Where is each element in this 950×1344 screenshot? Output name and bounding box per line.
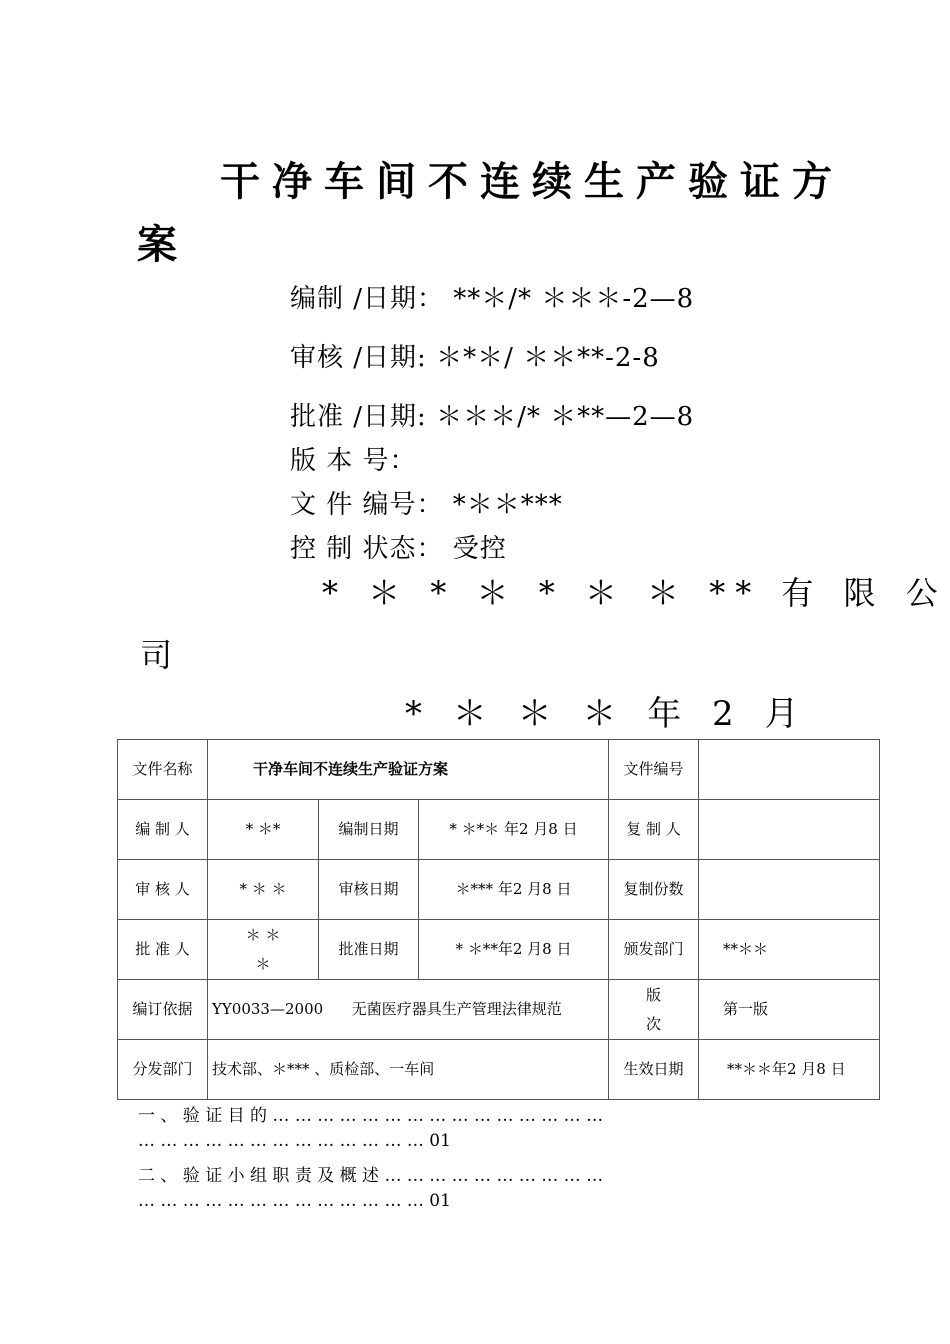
meta-control xyxy=(290,528,507,565)
review-date-label: 审核日期 xyxy=(319,860,419,920)
doc-name-value: 干净车间不连续生产验证方案 xyxy=(208,740,609,800)
approver-label-cell: 批 准 人 xyxy=(118,920,208,980)
edition-value: 第一版 xyxy=(699,980,880,1040)
copy-person-label: 复 制 人 xyxy=(609,800,699,860)
edition-label: 版 次 xyxy=(609,980,699,1040)
approve-date-value: * ＊**年2 月8 日 xyxy=(419,920,609,980)
meta-version xyxy=(290,440,417,477)
meta-doc-no xyxy=(290,484,563,521)
toc-item-cont: … … … … … … … … … … … … … 01 xyxy=(138,1191,451,1211)
editor-label: 编制 /日期： xyxy=(290,284,445,314)
copies-label: 复制份数 xyxy=(609,860,699,920)
reviewer-value-cell: * ＊ ＊ xyxy=(208,860,319,920)
issue-dept-value: **＊＊ xyxy=(699,920,880,980)
table-row xyxy=(118,980,880,1040)
reviewer-label: 审核 /日期: xyxy=(290,343,427,373)
editor-value: **＊/* ＊＊＊-2—8 xyxy=(453,284,695,314)
issue-dept-label: 颁发部门 xyxy=(609,920,699,980)
meta-approver xyxy=(290,396,694,433)
table-row xyxy=(118,1040,880,1100)
version-label: 版 本 号： xyxy=(290,446,417,476)
document-title-line2: 案 xyxy=(137,221,177,268)
editor-label-cell: 编 制 人 xyxy=(118,800,208,860)
reviewer-label-cell: 审 核 人 xyxy=(118,860,208,920)
dist-value: 技术部、＊*** 、质检部、一车间 xyxy=(208,1040,609,1100)
approver-label: 批准 /日期: xyxy=(290,402,427,432)
editor-value-cell: * ＊* xyxy=(208,800,319,860)
doc-name-label: 文件名称 xyxy=(118,740,208,800)
toc-item-cont: … … … … … … … … … … … … … 01 xyxy=(138,1131,451,1151)
basis-value: YY0033—2000 无菌医疗器具生产管理法律规范 xyxy=(208,980,609,1040)
control-value: 受控 xyxy=(452,534,507,564)
doc-no-value-cell xyxy=(699,740,880,800)
control-label: 控 制 状态： xyxy=(290,534,444,564)
table-row xyxy=(118,740,880,800)
company-name-line2: 司 xyxy=(140,636,173,674)
effective-value: **＊＊年2 月8 日 xyxy=(699,1040,880,1100)
meta-editor xyxy=(290,278,694,315)
approver-value: ＊＊＊/* ＊**—2—8 xyxy=(436,402,695,432)
doc-no-label: 文 件 编号： xyxy=(290,490,444,520)
review-date-value: ＊*** 年2 月8 日 xyxy=(419,860,609,920)
doc-no-value: *＊＊*** xyxy=(452,490,563,520)
document-title-line1: 干净车间不连续生产验证方 xyxy=(220,158,844,205)
edit-date-value: * ＊*＊ 年2 月8 日 xyxy=(419,800,609,860)
basis-label: 编订依据 xyxy=(118,980,208,1040)
issue-date: * ＊ ＊ ＊ 年 2 月 xyxy=(405,694,809,734)
copy-person-value xyxy=(699,800,880,860)
table-row xyxy=(118,800,880,860)
approve-date-label: 批准日期 xyxy=(319,920,419,980)
reviewer-value: ＊*＊/ ＊＊**-2-8 xyxy=(436,343,660,373)
meta-reviewer xyxy=(290,337,660,374)
effective-label: 生效日期 xyxy=(609,1040,699,1100)
table-row xyxy=(118,920,880,980)
document-info-table xyxy=(117,739,880,1100)
doc-no-label-cell: 文件编号 xyxy=(609,740,699,800)
toc-item: 一 、 验 证 目 的 … … … … … … … … … … … … … … … xyxy=(138,1106,604,1126)
approver-value-cell: ＊ ＊ ＊ xyxy=(208,920,319,980)
company-name-line1: * ＊ * ＊ * ＊ ＊ ** 有 限 公 xyxy=(322,574,948,612)
table-row xyxy=(118,860,880,920)
dist-label: 分发部门 xyxy=(118,1040,208,1100)
copies-value xyxy=(699,860,880,920)
toc-item: 二 、 验 证 小 组 职 责 及 概 述 … … … … … … … … … … xyxy=(138,1166,604,1186)
edit-date-label: 编制日期 xyxy=(319,800,419,860)
